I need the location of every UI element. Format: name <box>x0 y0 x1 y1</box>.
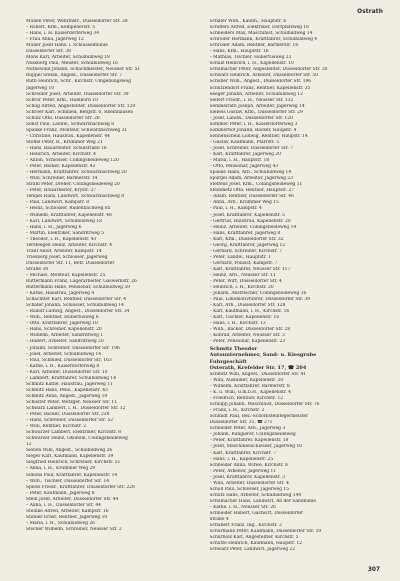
directory-entry: – Wilhelm, Arbeiter, Sandrittweg 1 <box>26 333 104 339</box>
directory-entry: – Peter, Arbeiter, Jägerweg 11 <box>209 468 277 474</box>
directory-entry: Scholl Paul, Schlosser, Jägerweg 15 <box>209 486 289 492</box>
directory-entry: – Karl, Kraftfahrer, Kirchstr. 7 <box>209 450 277 456</box>
directory-entry: – Hans, Kfm., Hauptstr. 16 <box>209 49 269 55</box>
directory-entry: Schwarzer Lambert, Elektriker, Kirchstr. 8 <box>26 430 122 436</box>
directory-entry: – Heinrich, Arbeiter, Kirchstr. 4 <box>26 152 96 158</box>
directory-entry: Schroer Karl, Schmied, Bergstr. 6, Rheinhausen <box>26 109 134 115</box>
directory-entry: Schumacher Hans, Landwirt, An der Sandkuhle <box>209 498 316 504</box>
directory-entry: Schmitz Hans, Pens., Kapellenstr. 43 <box>26 387 108 393</box>
directory-entry: – Frau Anna, Jägerweg 12 <box>26 37 84 43</box>
directory-entry: – Maria, i. H., Hauptstr. 18 <box>209 158 270 164</box>
directory-entry: Schwarz Heinrich, Arbeiter, Düsseldorfer Str. 50 <box>209 73 318 79</box>
directory-entry: Seifert Friedr., i. H., Neusser Str. 132 <box>209 97 294 103</box>
advertisement-entry: Schmitz Theodor <box>209 345 258 352</box>
directory-entry: Schmitz Käthe, Hausfrau, Jägerweg 11 <box>26 381 113 387</box>
directory-entry: – Karl, Kaufmann, i. H., Kirchstr. 16 <box>209 309 290 315</box>
directory-entry: – Josef, Schreiner, Düsseldorfer Str. 7 <box>209 145 293 151</box>
directory-entry: – Rudolf Ludwig, Angest., Düsseldorfer Str. 34 <box>26 309 130 315</box>
advertisement-entry: Autounternehmer, Sand- u. Kiesgrube <box>209 352 317 359</box>
directory-entry: Schneider Hubert, Gastwirt, Düsseldorfer <box>209 510 303 516</box>
directory-entry: Stein Josef, Arbeiter, Düsseldorfer Str. 44 <box>26 496 119 502</box>
directory-entry: – Adam, Rentner, Düsseldorfer Str. 46 <box>209 194 294 200</box>
directory-entry: Schneider Anna, Witwe, Kirchstr. 8 <box>209 462 288 468</box>
directory-entry: – Hans, i. H., Jägerweg 6 <box>26 224 82 230</box>
directory-entry: – Hermann, Kraftfahrer, Schwarzbachweg 20 <box>26 170 127 176</box>
directory-entry: – Hans, Schreiner, Düsseldorfer Str. 52 <box>26 418 114 424</box>
directory-entry: Steinmetz Otto, Rentner, Hauptstr. 27 <box>209 188 295 194</box>
directory-entry: – Willi, Schreiner, Barmerstr. 14 <box>26 176 98 182</box>
directory-entry: – Anna, i. H., Krummer Weg 29 <box>26 466 96 472</box>
directory-entry: – Peter, Wirt, Düsseldorfer Str. 4 <box>209 279 282 285</box>
directory-entry: – Paul, Lokomotivführer, Düsseldorfer Str. 39 <box>209 297 311 303</box>
directory-entry: – Karl, Landwirt, Schulbildweg 18 <box>26 218 102 224</box>
directory-entry: Schröder Hermann, Kraftfahrer, Schulbildweg 4 <box>209 37 318 43</box>
directory-entry: – Josef, Kraftfahrer, Kapellenstr. 3 <box>209 474 285 480</box>
directory-entry: Schreiner Josef, Arbeiter, Düsseldorfer Str. 39 <box>26 91 129 97</box>
directory-entry: – Willi, Arbeiter, Düsseldorfer Str. 4 <box>209 480 289 486</box>
directory-entry: Schuster Peter, Metzger, Neusser Str. 11 <box>26 399 117 405</box>
directory-entry: – Johann, Rangierer, Collingsheideweg <box>209 432 296 438</box>
directory-entry: – Wilh., Tischler, Düsseldorfer Str. 14 <box>26 478 110 484</box>
directory-entry: – Christine, Hausfrau, Kapellenstr. 44 <box>26 133 110 139</box>
directory-entry: – Johann, Schreiner, Düsseldorfer Str. 196 <box>26 345 120 351</box>
directory-entry: Schiffers Alfred, Elektriker, Dorfplatzweg 16 <box>209 25 309 31</box>
directory-entry: Schürmann Peter, Kaufmann, Düsseldorfer Str. 10 <box>209 529 322 535</box>
directory-entry: – Käthe, i. H., Kaiserdorferweg 8 <box>26 363 100 369</box>
directory-entry: – Karl, Tischler, Kapellenstr. 16 <box>209 315 280 321</box>
directory-entry: Nüthewald Johann, Schachmeister, Neusser Str. 51 <box>26 67 141 73</box>
directory-entry: – Peter, Bäcker, Düsseldorfer Str. 230 <box>26 412 110 418</box>
directory-entry: – Heinz, Arb., Neusser Str. 11 <box>209 272 276 278</box>
directory-entry: – Paul, Schmied, Düsseldorfer Str. 163 <box>26 357 112 363</box>
directory-entry: Schulz Heinrich, i. H., Kapellenstr. 10 <box>209 61 294 67</box>
directory-entry: – Anton, Schlosser, Collingsheideweg 120 <box>26 158 119 164</box>
directory-entry: – Friedrich, Rentner, Kirchstr. 12 <box>209 396 284 402</box>
directory-entry: Spauke Hans, Arb., Schulbildweg 14 <box>209 170 292 176</box>
directory-entry: Schäfer Wilh., Kaufm., Hauptstr. 6 <box>209 19 287 24</box>
directory-entry: Schütte Heinrich, Kaufmann, Haupstr. 12 <box>209 541 303 547</box>
directory-entry: – Gerhard, Polizist, Kampstr. 7 <box>209 260 278 266</box>
directory-entry: Siebels Gustav, Kfm., Düsseldorfer Str. 29 <box>209 109 303 115</box>
directory-entry: – Michael, Monteur, Kapellenstr. 25 <box>26 272 106 278</box>
directory-entry: – Wilh., Bäcker, Düsseldorfer Str. 28 <box>209 327 291 333</box>
directory-entry: – Paul, i. H., Kampstr. 4 <box>209 206 262 212</box>
directory-entry: Nussberg Paul, Meister, Schulbildweg 16 <box>26 61 118 67</box>
directory-entry: Schmitz Willi, Angest., Düsseldorfer Str. 41 <box>209 371 307 377</box>
directory-entry: – Franz, i. H., Kirchstr. 2 <box>209 408 265 414</box>
directory-entry: – Heinrich, i. H., Kirchstr. 20 <box>209 285 274 291</box>
directory-entry: Müllen Peter, Wehrmstr., Düsseldorfer Str. 28 <box>26 19 128 24</box>
directory-entry: Jägerweg 10 <box>26 85 55 91</box>
directory-entry: – Anna, i. H., Düsseldorfer Str. 44 <box>26 502 101 508</box>
page-number: 307 <box>367 567 380 573</box>
directory-entry: Schröder Adam, Rentner, Barmerstr. 16 <box>209 43 299 49</box>
directory-entry: – Heinz, Schlosser, Rüdenbachweg 85 <box>26 206 111 212</box>
directory-entry: – Anna, Arb., Krummer Weg 15 <box>209 200 279 206</box>
directory-entry: – Josef, Maschinenschlosser, Jägerweg 10 <box>209 444 303 450</box>
directory-entry: – Wilh., Rentner, Hubertusweg 6 <box>26 315 99 321</box>
directory-entry: Strahl Peter, Dreher, Collingsheideweg 20 <box>26 182 120 188</box>
directory-entry: Düsseldorfer Str. 38 <box>26 49 71 55</box>
directory-entry: – Hubert, Arbeiter, Sandrittweg 20 <box>26 339 104 345</box>
directory-entry: – Karl, Arb., Düsseldorfer Str. 128 <box>209 303 286 309</box>
directory-entry: Straße 4 <box>209 517 229 523</box>
columns <box>26 19 384 553</box>
directory-entry: Sonnenschein Ludwig, Rentner, Haupstr. 14 <box>209 133 308 139</box>
directory-entry: Schäfer Johann, Schlosser, Schulbildweg 14 <box>26 303 124 309</box>
directory-entry: – Josef, Arbeiter, Schulbildweg 14 <box>26 351 102 357</box>
directory-entry: – Käthe, Hausfrau, Jägerweg 4 <box>26 291 95 297</box>
directory-entry: – Theodor, i. H., Kapellenstr. 43 <box>26 236 97 242</box>
directory-entry: Schürholz Karl, Angestellter, Kirchstr. 5 <box>209 535 299 541</box>
directory-entry: – Hans, i. H., Kapellenstr. 25 <box>209 456 274 462</box>
directory-entry: – Georg, Kraftfahrer, Jägerweg 12 <box>209 242 286 248</box>
directory-entry: – Wilhelm, Kraftfahrer, Barmerstr. 8 <box>209 384 290 389</box>
directory-entry: – Lambert, Kraftfahrer, Schulbildweg 14 <box>26 375 117 381</box>
directory-entry: Stoffel Peter, R., Krummer Weg 21 <box>26 139 103 145</box>
directory-entry: Sommer Peter, i. H., Kaiserdorferweg 3 <box>209 121 298 127</box>
advertisement-entry: Osterath, Krefelder Str. 17, ☎ 204 <box>209 365 307 372</box>
directory-entry: – Karl, Kraftfahrer, Neusser Str. 117 <box>209 266 291 272</box>
directory-entry: – Peter, Landw., Hauptstr. 1 <box>209 254 271 260</box>
directory-entry: Schwarz Lambert, i. H., Düsseldorfer Str. 12 <box>26 406 126 411</box>
directory-entry: Müller Josef Hans, i. Schlüsselmühle <box>26 43 108 49</box>
directory-entry: – Paul, Landwirt, Kampstr. 8 <box>26 200 90 206</box>
directory-entry: Triesberg Josef, Schlosser, Jägerweg <box>26 254 108 260</box>
directory-entry: Tempel Hans, Landwirt, Schwarzbachweg 8 <box>26 194 125 200</box>
directory-entry: – Maria, i. H., Schulbildweg 26 <box>26 520 95 526</box>
directory-entry: – Hans, Bauarbeiter, Schulstraße 16 <box>26 145 107 151</box>
directory-entry: – Willi, Ausbilder, Kapellenstr. 20 <box>209 377 284 383</box>
directory-entry: – Peter, Holzarbeiter, Krystr. 27 <box>26 188 97 194</box>
directory-entry: 12 <box>26 442 32 448</box>
directory-entry: – Hans, i. H. Kaiserdorferweg 34 <box>26 31 100 37</box>
left-column <box>26 19 201 553</box>
directory-entry: Spiess Friedr., Kraftfahrer, Düsseldorfer Str. 228 <box>26 484 135 490</box>
directory-entry: Schüller Wilh., Angest., Düsseldorfer Str. 196 <box>209 79 312 85</box>
directory-entry: Stöcker Wilhelm, Schreiner, Neusser Str. 2 <box>26 526 122 532</box>
directory-entry: – Johann, Anstreicher, Collingsheideweg 16 <box>209 291 307 297</box>
directory-entry: – K. u. Willi, G.m.b.H., Kapellenstr. 4 <box>209 390 291 396</box>
directory-entry: Rüth Heinrich, Schr., Kirchstr. Umgehungsweg <box>26 79 131 85</box>
directory-entry: – Martin, Elektriker, Sandrittweg 5 <box>26 230 105 236</box>
directory-entry: Schützendorf Franz, Rentner, Kapellenstr. 35 <box>209 85 311 91</box>
directory-entry: Rüttermann Franz, Lagerarbeiter, Gaswerkstr. 26 <box>26 279 137 285</box>
directory-entry: Schwarzer Heinz, Ökonom, Collingsheideweg <box>26 436 128 442</box>
directory-entry: Steinke Alfred, Arbeiter, Kampstr. 16 <box>26 508 109 514</box>
directory-entry: Sieger Karl, Kaufmann, Kapellenstr. 39 <box>26 454 114 460</box>
directory-entry: – Wilhelm, Kraftfahrer, Kapellenstr. 48 <box>26 212 112 218</box>
directory-entry: – Hans, Schreiner, Kapellenstr. 20 <box>26 327 102 333</box>
directory-entry: Sonst Paul, Landw., Schwarzbachweg 8 <box>26 121 115 127</box>
directory-entry: Sieben Willi, Angest., Schulbildweg 26 <box>26 448 113 454</box>
directory-entry: Schwarz Peter, Landwirt, Jägerweg 22 <box>209 547 296 553</box>
directory-entry: Schubert Franz, Ing., Kirchstr. 2 <box>209 523 282 529</box>
directory-entry: – Josef, Kraftfahrer, Kapellenstr. 5 <box>209 212 285 218</box>
directory-entry: – Robert, Kfm., Kempenerstr. 5 <box>26 25 95 31</box>
directory-entry: – Peter, Kaufmann, Jägerweg 8 <box>26 490 95 496</box>
directory-entry: Schug Alfred, Angestellter, Düsseldorfer Str. 129 <box>26 103 136 109</box>
directory-entry: – Otto, Kraftfahrer, Jägerweg 10 <box>26 321 98 327</box>
directory-entry: Düsseldorfer Str. 31, ☎ 271 <box>209 420 273 426</box>
directory-entry: – Konrad, Arbeiter, Neusser Str. 3 <box>209 333 285 339</box>
running-head: Ostrath <box>357 9 383 15</box>
directory-entry: Mons Karl, Arbeiter, Schulbildweg 18 <box>26 55 110 61</box>
directory-entry: – Karl, Kfm., Düsseldorfer Str. 32 <box>209 236 284 242</box>
directory-entry: Spürgel Adam, Arbeiter, Jägerweg 23 <box>209 176 293 182</box>
directory-entry: Simons Paul, Kraftfahrer, Kapellenstr. 14 <box>26 472 118 478</box>
directory-entry: – Peter, Pensionär, Kapellenstr. 23 <box>209 339 286 345</box>
directory-entry: Schlüpp Johann, Maschinist, Düsseldorfer Str. 76 <box>209 402 320 408</box>
directory-entry: Schütz Hans, Arbeiter, Schulbildweg 144 <box>209 492 302 498</box>
directory-entry: Schulz Otto, Düsseldorfer Str. 26 <box>26 115 100 121</box>
directory-entry: Ruppel Stefan, Angest., Düsseldorfer Str. 7 <box>26 73 123 79</box>
directory-entry: – Heinz, Arbeiter, Collingsheideweg 14 <box>209 224 297 230</box>
directory-entry: Stinner Ernst, Rentner, Jägerweg 10 <box>26 514 108 520</box>
directory-entry: – Hans, Kraftfahrer, Jägerweg 8 <box>209 230 281 236</box>
directory-entry: Sommerhof Johann, Bäcker, Haupstr. 4 <box>209 127 297 133</box>
directory-entry: Spauke Franz, Monteur, Schwarzbachweg 31 <box>26 127 128 133</box>
directory-entry: – Käthe, i. H., Neusser Str. 26 <box>209 504 276 510</box>
directory-entry: Trant Adolf, Arbeiter, Kampstr. 14 <box>26 248 102 254</box>
directory-entry: Straße 38 <box>26 266 49 272</box>
directory-entry: – Peter, Kraftfahrer, Kapellenstr. 18 <box>209 438 289 444</box>
directory-entry: – Mathias, Tischler, Hubertusweg 23 <box>209 55 292 61</box>
directory-entry: – Willi, Rentner, Kirchstr. 2 <box>26 424 87 430</box>
directory-entry: Düsseldorfer Str. 11, Betr. Düsseldorfer <box>26 260 115 266</box>
directory-entry: Schachtler Karl, Rentner, Düsseldorfer Str. 4 <box>26 297 127 303</box>
directory-entry: – Otto, Pensionär, Jägerweg 43 <box>209 164 279 170</box>
directory-entry: – Peter, Bäcker, Kapellenstr. 43 <box>26 164 96 170</box>
directory-entry: – Gertrud, Hausfrau, Kapellenstr. 20 <box>209 218 291 224</box>
directory-entry: – Hans, i. H., Kirchstr. 13 <box>209 321 266 327</box>
directory-entry: Semmelrath Joseph, Arbeiter, Jägerweg 14 <box>209 103 305 109</box>
directory-entry: – Karl, Arbeiter, Düsseldorfer Str. 10 <box>26 369 108 375</box>
directory-entry: Schrör Peter, Kfm., Hamborn 10 <box>26 97 98 103</box>
directory-entry: – Karl, Kraftfahrer, Jägerweg 20 <box>209 152 281 158</box>
directory-entry: Schneider Peter, Arb., Jägerweg 3 <box>209 426 286 432</box>
directory-entry: Schumacher Peter, Angestellter, Düsseldorfer Str. 20 <box>209 67 328 73</box>
directory-entry: Rüttermann Hans, Pensionär, Schulbildweg 59 <box>26 285 130 291</box>
directory-entry: Siegfried Heinrich, Schreiner, Kirchstr. 51 <box>26 460 121 466</box>
directory-entry: Schmitz Anna, Angest., Jägerweg 19 <box>26 393 108 399</box>
directory-entry: Seeger Johann, Arbeiter, Schulbildweg 12 <box>209 91 303 97</box>
directory-entry: Steffens Josef, Kfm., Collingsheideweg 11 <box>209 182 303 188</box>
directory-entry: – Gerhard, Schreiner, Kirchstr. 7 <box>209 248 282 254</box>
directory-entry: – Josef, Landw., Düsseldorfer Str. 120 <box>209 115 293 121</box>
directory-entry: – Gustav, Kaufmann, Pfarrstr. 5 <box>209 139 280 145</box>
directory-entry: Tersteegen Heinz, Arbeiter, Kirchstr. 4 <box>26 242 113 248</box>
directory-entry: Schneiders Max, Maschinist, Schulbildweg 14 <box>209 31 313 37</box>
directory-entry: Schmidt Paul, Bez.-Schornsteinfegermeister <box>209 414 309 420</box>
advertisement-entry: Fuhrgeschäft <box>209 358 247 365</box>
right-column <box>210 19 385 553</box>
